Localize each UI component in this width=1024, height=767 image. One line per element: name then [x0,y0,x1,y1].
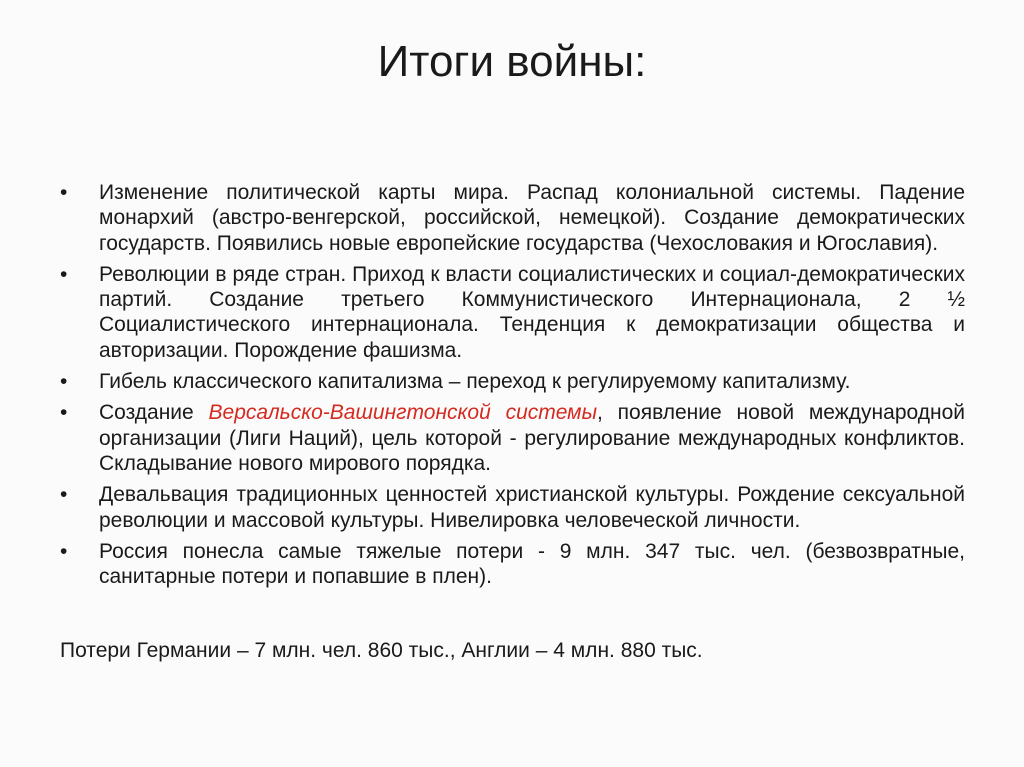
bullet-item [60,180,965,256]
bullet-text: Россия понесла самые тяжелые потери - 9 млн. 347 тыс. чел. (безвозвратные, санитарные потери и попавшие в плен). [99,539,965,589]
losses-footer: Потери Германии – 7 млн. чел. 860 тыс., Англии – 4 млн. 880 тыс. [60,639,703,662]
bullet-dot-icon: • [60,262,68,286]
versailles-washington-highlight: Версальско-Вашингтонской системы [208,401,598,425]
bullet-text-before: Создание [99,401,209,425]
bullet-dot-icon: • [60,539,68,563]
bullet-text: Революции в ряде стран. Приход к власти социалистических и социал-демократических партий. Создание третьего Коммунистического Интернационала, 2 ½ Социалистического интернационала. Тенденция к демократизации общества и авторизации. Порождение фашизма. [99,262,965,362]
bullet-text: Девальвация традиционных ценностей христианской культуры. Рождение сексуальной революции и массовой культуры. Нивелировка человеческой личности. [99,483,965,532]
bullet-dot-icon: • [60,401,68,425]
bullet-item [60,482,965,533]
bullet-text: Гибель классического капитализма – переход к регулируемому капитализму. [99,370,851,394]
bullet-item [60,400,965,476]
bullet-text: Изменение политической карты мира. Распад колониальной системы. Падение монархий (австро-венгерской, российской, немецкой). Создание демократических государств. Появились новые европейские государства (Чехословакия и Югославия). [99,181,965,255]
bullet-item [60,369,965,394]
bullet-text-after: , появление новой международной организации (Лиги Наций), цель которой - регулирование международных конфликтов. Складывание нового мирового порядка. [99,401,965,475]
bullet-item [60,539,965,590]
slide-title: Итоги войны: [377,37,647,86]
bullet-item [60,262,965,363]
bullet-dot-icon: • [60,181,68,204]
bullet-list [60,180,965,595]
bullet-dot-icon: • [60,483,68,507]
bullet-dot-icon: • [60,370,68,394]
